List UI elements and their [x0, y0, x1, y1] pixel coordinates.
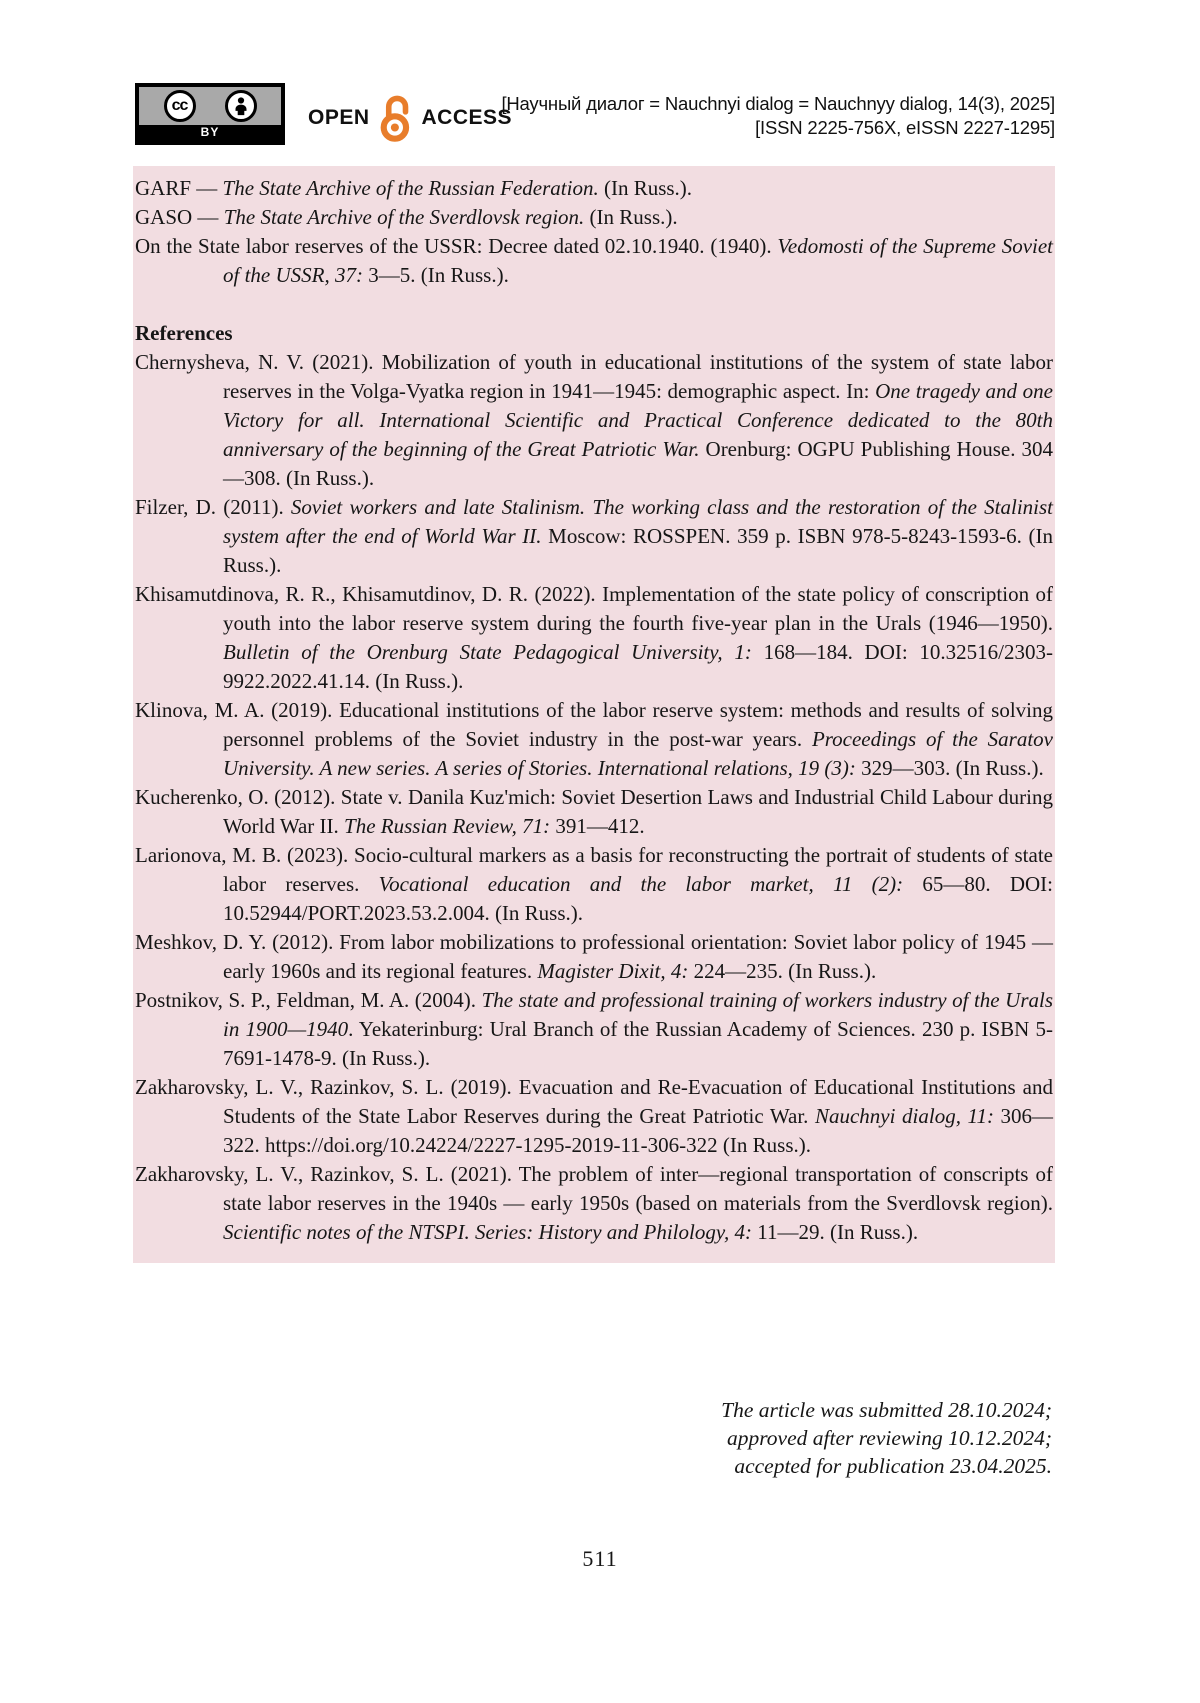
- reference-entry: Meshkov, D. Y. (2012). From labor mobilizations to professional orientation: Soviet labor policy of 1945 — early 1960s and its regional features. Magister Dixit, 4: 224—235. (In Russ.).: [135, 930, 1053, 983]
- reference-entry: GARF — The State Archive of the Russian Federation. (In Russ.).: [135, 176, 693, 200]
- reference-entry: Chernysheva, N. V. (2021). Mobilization of youth in educational institutions of the system of state labor reserves in the Volga-Vyatka region in 1941—1945: demographic aspect. In: One tragedy and one Victory for all. International Scientific and Practical Conference dedicated to the 80th anniversary of the beginning of the Great Patriotic War. Orenburg: OGPU Publishing House. 304—308. (In Russ.).: [135, 350, 1053, 490]
- submission-line: approved after reviewing 10.12.2024;: [726, 1426, 1052, 1450]
- open-lock-icon: [377, 93, 415, 143]
- submission-line: accepted for publication 23.04.2025.: [734, 1454, 1052, 1478]
- journal-citation-line1: [Научный диалог = Nauchnyi dialog = Nauchnyy dialog, 14(3), 2025]: [501, 93, 1055, 114]
- page-number: 511: [582, 1546, 618, 1571]
- reference-entry: Khisamutdinova, R. R., Khisamutdinov, D. R. (2022). Implementation of the state policy of conscription of youth into the labor reserve system during the fourth five-year plan in the Urals (1946—1950). Bulletin of the Orenburg State Pedagogical University, 1: 168—184. DOI: 10.32516/2303-9922.2022.41.14. (In Russ.).: [135, 582, 1053, 693]
- cc-by-label: BY: [139, 125, 281, 141]
- open-access-open-label: OPEN: [308, 106, 370, 129]
- reference-entry: Larionova, M. B. (2023). Socio-cultural markers as a basis for reconstructing the portrait of students of state labor reserves. Vocational education and the labor market, 11 (2): 65—80. DOI: 10.52944/PORT.2023.53.2.004. (In Russ.).: [135, 843, 1053, 925]
- journal-citation: [501, 92, 1055, 140]
- cc-by-badge: [135, 83, 285, 145]
- reference-entry: GASO — The State Archive of the Sverdlovsk region. (In Russ.).: [135, 205, 678, 229]
- open-access-access-label: ACCESS: [421, 106, 513, 129]
- reference-entry: Filzer, D. (2011). Soviet workers and late Stalinism. The working class and the restoration of the Stalinist system after the end of World War II. Moscow: ROSSPEN. 359 p. ISBN 978-5-8243-1593-6. (In Russ.).: [135, 495, 1054, 577]
- submission-line: The article was submitted 28.10.2024;: [721, 1398, 1052, 1422]
- reference-entry: Kucherenko, O. (2012). State v. Danila Kuz'mich: Soviet Desertion Laws and Industrial Child Labour during World War II. The Russian Review, 71: 391—412.: [135, 785, 1053, 838]
- references-section: [133, 166, 1055, 1263]
- reference-entry: Zakharovsky, L. V., Razinkov, S. L. (2021). The problem of inter—regional transportation of conscripts of state labor reserves in the 1940s — early 1950s (based on materials from the Sverdlovsk region). Scientific notes of the NTSPI. Series: History and Philology, 4: 11—29. (In Russ.).: [135, 1162, 1053, 1244]
- reference-entry: Postnikov, S. P., Feldman, M. A. (2004). The state and professional training of workers industry of the Urals in 1900—1940. Yekaterinburg: Ural Branch of the Russian Academy of Sciences. 230 p. ISBN 5-7691-1478-9. (In Russ.).: [135, 988, 1054, 1070]
- submission-note: [721, 1396, 1052, 1480]
- person-icon: [225, 90, 257, 122]
- open-access-logo: [308, 92, 512, 144]
- journal-citation-line2: [ISSN 2225-756X, eISSN 2227-1295]: [755, 117, 1055, 138]
- cc-icon: cc: [164, 90, 196, 122]
- cc-badge-icons: [139, 87, 281, 125]
- reference-entry: Zakharovsky, L. V., Razinkov, S. L. (2019). Evacuation and Re-Evacuation of Educational Institutions and Students of the State Labor Reserves during the Great Patriotic War. Nauchnyi dialog, 11: 306—322. https://doi.org/10.24224/2227-1295-2019-11-306-322 (In Russ.).: [135, 1075, 1053, 1157]
- references-heading: References: [135, 321, 233, 345]
- archives-list: [135, 174, 1053, 290]
- references-list: [135, 348, 1053, 1247]
- reference-entry: Klinova, M. A. (2019). Educational institutions of the labor reserve system: methods and results of solving personnel problems of the Soviet industry in the post-war years. Proceedings of the Saratov University. A new series. A series of Stories. International relations, 19 (3): 329—303. (In Russ.).: [135, 698, 1053, 780]
- reference-entry: On the State labor reserves of the USSR: Decree dated 02.10.1940. (1940). Vedomosti of the Supreme Soviet of the USSR, 37: 3—5. (In Russ.).: [135, 234, 1053, 287]
